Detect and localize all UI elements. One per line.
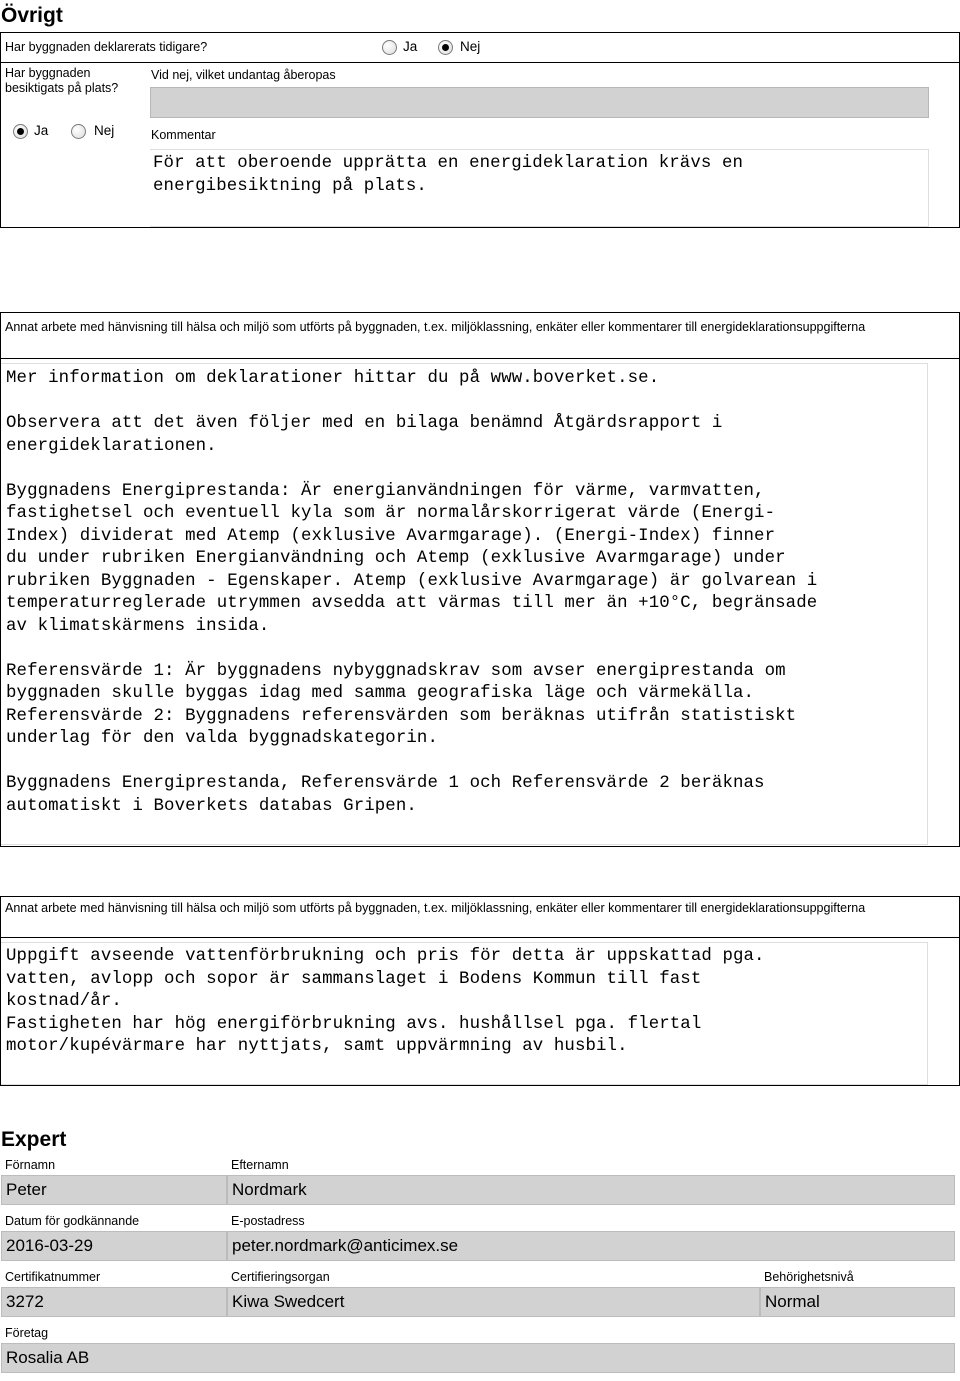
radio-declared-nej[interactable] bbox=[438, 40, 453, 55]
radio-declared-ja[interactable] bbox=[382, 40, 397, 55]
behorighet-value: Normal bbox=[765, 1292, 820, 1311]
declared-question: Har byggnaden deklarerats tidigare? bbox=[5, 40, 208, 54]
section-heading-ovrigt: Övrigt bbox=[1, 4, 63, 27]
annat1-text: Mer information om deklarationer hittar du på www.boverket.se. Observera att det även följer med en bilaga benämnd Åtgärdsrapport i energideklarationen. Byggnadens Energiprestanda: Är energianvändningen för värme, varmvatten, fastighetsel och eventuell kyla som är normalårskorrigerat värde (Energi- Index) dividerat med Atemp (exklusive Avarmgarage). (Energi-Index) finner du under rubriken Energianvändning och Atemp (exklusive Avarmgarage) under rubriken Byggnaden - Egenskaper. Atemp (exklusive Avarmgarage) är golvarean i temperaturreglerade utrymmen avsedda att värmas till mer än +10°C, begränsade av klimatskärmens insida. Referensvärde 1: Är byggnadens nybyggnadskrav som avser energiprestanda om byggnaden skulle byggas idag med samma geografiska läge och värmekälla. Referensvärde 2: Byggnadens referensvärden som beräknas utifrån statistiskt underlag för den valda byggnadskategorin. Byggnadens Energiprestanda, Referensvärde 1 och Referensvärde 2 beräknas automatiskt i Boverkets databas Gripen. bbox=[6, 369, 818, 816]
datum-field[interactable] bbox=[1, 1231, 227, 1261]
annat2-text: Uppgift avseende vattenförbrukning och pris för detta är uppskattad pga. vatten, avlopp och sopor är sammanslaget i Bodens Kommun till fast kostnad/år. Fastigheten har hög energiförbrukning avs. hushållsel pga. flertal motor/kupévärmare har nyttjats, samt uppvärmning av husbil. bbox=[6, 947, 765, 1056]
inspected-question: Har byggnaden besiktigats på plats? bbox=[5, 66, 119, 95]
foretag-field[interactable] bbox=[1, 1343, 955, 1373]
efternamn-value: Nordmark bbox=[232, 1180, 307, 1199]
epost-field[interactable] bbox=[227, 1231, 955, 1261]
certnr-field[interactable] bbox=[1, 1287, 227, 1317]
annat1-textbox[interactable] bbox=[1, 363, 928, 845]
certorgan-value: Kiwa Swedcert bbox=[232, 1292, 345, 1311]
foretag-label: Företag bbox=[5, 1326, 49, 1340]
radio-inspected-ja-label: Ja bbox=[34, 123, 49, 138]
efternamn-label: Efternamn bbox=[231, 1158, 289, 1172]
epost-label: E-postadress bbox=[231, 1214, 305, 1228]
fornamn-label: Förnamn bbox=[5, 1158, 56, 1172]
comment-text: För att oberoende upprätta en energideklaration krävs en energibesiktning på plats. bbox=[153, 154, 744, 196]
annat1-label: Annat arbete med hänvisning till hälsa och miljö som utförts på byggnaden, t.ex. miljöklassning, enkäter eller kommentarer till energideklarationsuppgifterna bbox=[5, 320, 866, 334]
divider bbox=[0, 358, 960, 359]
annat2-textbox[interactable] bbox=[1, 942, 928, 1085]
epost-value: peter.nordmark@anticimex.se bbox=[232, 1236, 459, 1255]
datum-label: Datum för godkännande bbox=[5, 1214, 140, 1228]
certorgan-field[interactable] bbox=[227, 1287, 760, 1317]
section-heading-expert: Expert bbox=[1, 1128, 67, 1151]
radio-inspected-nej-label: Nej bbox=[94, 123, 115, 138]
radio-declared-nej-label: Nej bbox=[460, 39, 481, 54]
certnr-label: Certifikatnummer bbox=[5, 1270, 101, 1284]
annat2-label: Annat arbete med hänvisning till hälsa och miljö som utförts på byggnaden, t.ex. miljöklassning, enkäter eller kommentarer till energideklarationsuppgifterna bbox=[5, 901, 866, 915]
efternamn-field[interactable] bbox=[227, 1175, 955, 1205]
foretag-value: Rosalia AB bbox=[6, 1348, 90, 1367]
radio-inspected-nej[interactable] bbox=[71, 124, 86, 139]
datum-value: 2016-03-29 bbox=[6, 1236, 93, 1255]
fornamn-field[interactable] bbox=[1, 1175, 227, 1205]
certorgan-label: Certifieringsorgan bbox=[231, 1270, 330, 1284]
exception-field[interactable] bbox=[150, 87, 929, 118]
certnr-value: 3272 bbox=[6, 1292, 44, 1311]
divider bbox=[0, 937, 960, 938]
comment-label: Kommentar bbox=[151, 128, 216, 142]
exception-label: Vid nej, vilket undantag åberopas bbox=[151, 68, 336, 82]
fornamn-value: Peter bbox=[6, 1180, 47, 1199]
behorighet-field[interactable] bbox=[760, 1287, 955, 1317]
behorighet-label: Behörighetsnivå bbox=[764, 1270, 854, 1284]
radio-declared-ja-label: Ja bbox=[403, 39, 418, 54]
divider bbox=[0, 62, 960, 63]
comment-box[interactable] bbox=[150, 149, 929, 227]
radio-inspected-ja[interactable] bbox=[13, 124, 28, 139]
